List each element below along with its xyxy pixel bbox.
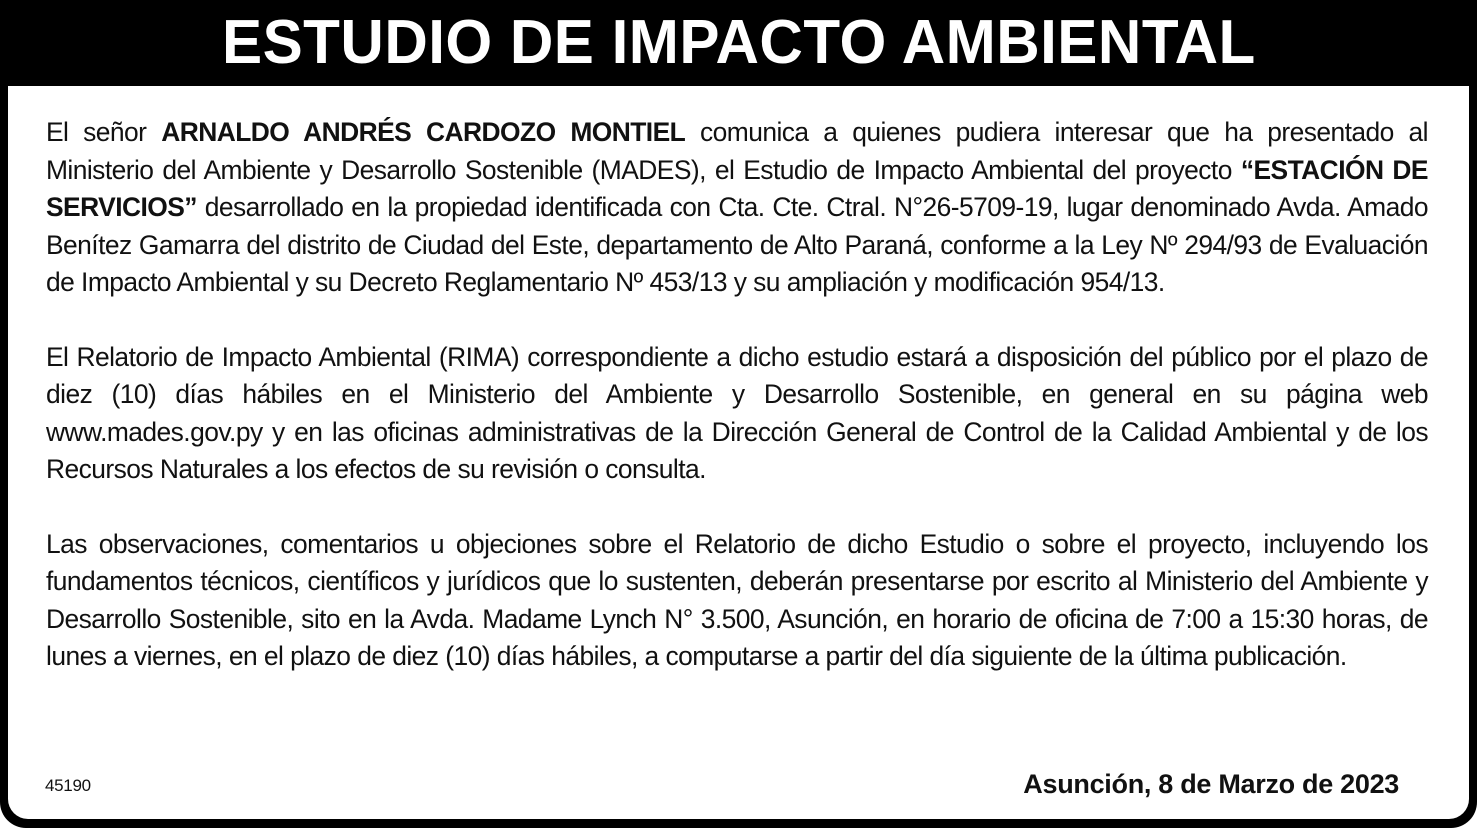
paragraph-observations: Las observaciones, comentarios u objeciones sobre el Relatorio de dicho Estudio o sobre el proyecto, incluyendo los fundamentos técnicos, científicos y jurídicos que lo sustenten, deberán presentarse por escrito al Ministerio del Ambiente y Desarrollo Sostenible, sito en la Avda. Madame Lynch N° 3.500, Asunción, en horario de oficina de 7:00 a 15:30 horas, de lunes a viernes, en el plazo de diez (10) días hábiles, a computarse a partir del día siguiente de la última publicación. [46,528,1428,671]
paragraph-announcement [46,114,1428,302]
notice-header [0,0,1477,86]
notice-code: 45190 [45,776,91,795]
paragraph-1-intro: El señor [46,117,162,147]
paragraph-rima-availability: El Relatorio de Impacto Ambiental (RIMA) correspondiente a dicho estudio estará a disposición del público por el plazo de diez (10) días hábiles en el Ministerio del Ambiente y Desarrollo Sostenible, en general en su página web www.mades.gov.py y en las oficinas administrativas de la Dirección General de Control de la Calidad Ambiental y de los Recursos Naturales a los efectos de su revisión o consulta. [46,341,1428,484]
notice-body-panel [8,86,1469,819]
applicant-name: ARNALDO ANDRÉS CARDOZO MONTIEL [161,117,686,147]
paragraph-1-end: desarrollado en la propiedad identificada con Cta. Cte. Ctral. N°26-5709-19, lugar denominado Avda. Amado Benítez Gamarra del distrito de Ciudad del Este, departamento de Alto Paraná, conforme a la Ley Nº 294/93 de Evaluación de Impacto Ambiental y su Decreto Reglamentario Nº 453/13 y su ampliación y modificación 954/13. [46,192,1428,297]
notice-date: Asunción, 8 de Marzo de 2023 [1023,769,1399,799]
notice-title: ESTUDIO DE IMPACTO AMBIENTAL [221,8,1256,77]
project-name: “ESTACIÓN DE SERVICIOS” [46,154,1428,222]
paragraph-1-middle: comunica a quienes pudiera interesar que ha presentado al Ministerio del Ambiente y Desarrollo Sostenible (MADES), el Estudio de Impacto Ambiental del proyecto [46,117,1428,185]
notice-content [46,114,1428,713]
